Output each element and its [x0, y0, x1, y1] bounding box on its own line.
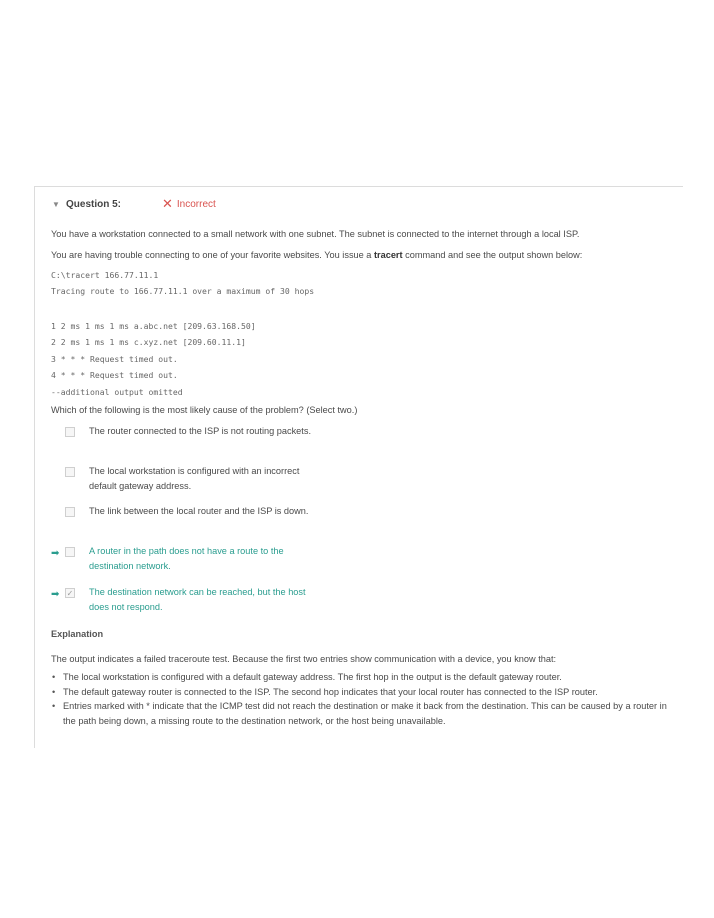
question-header[interactable]: [52, 197, 216, 211]
option-label: A router in the path does not have a route to the destination network.: [89, 546, 284, 571]
checkbox[interactable]: [65, 507, 75, 517]
checkbox[interactable]: [65, 427, 75, 437]
answer-option[interactable]: [51, 464, 351, 494]
collapse-caret-icon[interactable]: ▼: [52, 199, 60, 209]
code-line: 4 * * * Request timed out.: [51, 370, 178, 380]
explanation-list: [51, 670, 681, 728]
status-badge: [162, 196, 216, 211]
correct-answer-arrow-icon: ➡: [51, 589, 60, 600]
code-line: 2 2 ms 1 ms 1 ms c.xyz.net [209.60.11.1]: [51, 337, 246, 347]
explanation-intro: The output indicates a failed traceroute test. Because the first two entries show communication with a device, you know that:: [51, 654, 557, 664]
option-label: The link between the local router and the ISP is down.: [89, 506, 309, 516]
prompt-line-2-start: You are having trouble connecting to one of your favorite websites. You issue a: [51, 250, 374, 260]
answer-option-correct[interactable]: [51, 544, 351, 574]
option-label: The router connected to the ISP is not routing packets.: [89, 426, 311, 436]
tracert-command: tracert: [373, 250, 403, 260]
checkbox-checked[interactable]: ✓: [66, 589, 74, 598]
status-label: Incorrect: [176, 198, 216, 210]
question-text: Which of the following is the most likely cause of the problem? (Select two.): [51, 405, 358, 415]
incorrect-x-icon: ✕: [162, 196, 173, 211]
explanation-title: Explanation: [51, 629, 104, 639]
question-panel: [34, 186, 683, 748]
explanation-bullet: • The default gateway router is connected to the ISP. The second hop indicates that your local router has connected to the ISP router.: [51, 685, 681, 700]
prompt-line-2-end: command and see the output shown below:: [402, 250, 583, 260]
option-label: The local workstation is configured with an incorrect default gateway address.: [89, 466, 300, 491]
code-line: C:\tracert 166.77.11.1: [51, 270, 159, 280]
question-title: Question 5:: [66, 198, 122, 210]
checkbox[interactable]: [65, 547, 75, 557]
prompt-line-1: You have a workstation connected to a small network with one subnet. The subnet is connected to the internet through a local ISP.: [51, 229, 580, 239]
explanation-bullet: • The local workstation is configured with a default gateway address. The first hop in the output is the default gateway router.: [51, 670, 681, 685]
correct-answer-arrow-icon: ➡: [51, 548, 60, 559]
code-line: Tracing route to 166.77.11.1 over a maximum of 30 hops: [51, 286, 315, 296]
answer-option[interactable]: [51, 424, 351, 454]
code-line: 1 2 ms 1 ms 1 ms a.abc.net [209.63.168.50]: [51, 321, 256, 331]
checkbox[interactable]: [65, 467, 75, 477]
explanation-bullet: • Entries marked with * indicate that the ICMP test did not reach the destination or make it back from the destination. This can be caused by a router in the path being down, a missing route to the destination network, or the host being unavailable.: [51, 699, 681, 728]
answer-option[interactable]: [51, 504, 351, 534]
code-line: --additional output omitted: [51, 387, 183, 397]
option-label: The destination network can be reached, but the host does not respond.: [89, 587, 306, 612]
code-line: 3 * * * Request timed out.: [51, 354, 178, 364]
prompt-line-2: [51, 250, 582, 260]
answer-option-correct[interactable]: [51, 585, 351, 615]
